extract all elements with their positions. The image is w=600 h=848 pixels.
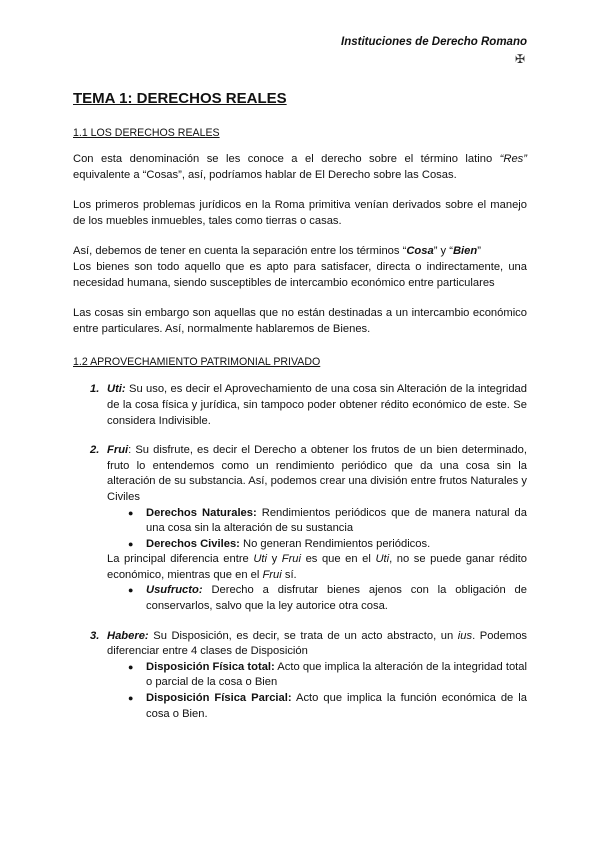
text-span: ” xyxy=(477,245,481,258)
bullet-icon: ● xyxy=(128,507,134,518)
bullet-text: Rendimientos periódicos que de manera natural da una cosa sin la alteración de su sustancia xyxy=(146,506,527,535)
bullet-term: Usufructo: xyxy=(146,584,203,597)
bullet-text: Acto que implica la función económica de la cosa o Bien. xyxy=(146,692,527,720)
term-frui-inline: Frui xyxy=(262,568,282,581)
term-ius: ius xyxy=(457,629,473,642)
term-cosa: Cosa xyxy=(406,245,434,258)
bullet-icon: ● xyxy=(128,661,134,672)
term-frui-inline: Frui xyxy=(281,553,302,566)
section-heading-1-2: 1.2 APROVECHAMIENTO PATRIMONIAL PRIVADO xyxy=(73,356,321,369)
paragraph-separation xyxy=(73,244,527,260)
bullet-term: Disposición Física Parcial: xyxy=(146,692,292,705)
term-uti-inline: Uti xyxy=(375,553,390,566)
text-span: Su uso, es decir el Aprovechamiento de una cosa sin Alteración de la integridad de la cosa física y jurídica, sin tampoco poder obtener rédito económico de este. Se considera Indivisible. xyxy=(107,383,527,427)
text-span: ” y “ xyxy=(433,245,453,258)
difference-paragraph xyxy=(107,552,527,583)
bullet-text: Derecho a disfrutar bienes ajenos con la obligación de conservarlos, salvo que la ley autorice otra cosa. xyxy=(146,584,527,613)
term-uti: Uti: xyxy=(107,383,126,396)
list-item-habere xyxy=(73,629,527,723)
term-res: “Res” xyxy=(499,153,527,165)
paragraph-bienes: Los bienes son todo aquello que es apto para satisfacer, directa o indirectamente, una necesidad humana, siendo susceptibles de intercambio económico entre particulares xyxy=(73,260,527,289)
section-heading-1-1: 1.1 LOS DERECHOS REALES xyxy=(73,127,220,139)
bullet-item xyxy=(107,660,527,691)
list-item-frui xyxy=(73,443,527,615)
bullet-term: Derechos Civiles: xyxy=(146,537,240,550)
frui-bullets xyxy=(107,506,527,553)
term-uti-inline: Uti xyxy=(253,553,268,566)
bullet-icon: ● xyxy=(128,585,134,596)
paragraph-problems: Los primeros problemas jurídicos en la Roma primitiva venían derivados sobre el manejo de los muebles inmuebles, tales como tierras o casas. xyxy=(73,199,527,227)
text-span: y xyxy=(267,553,282,566)
list-number: 1. xyxy=(90,383,100,396)
text-span: Así, debemos de tener en cuenta la separación entre los términos “ xyxy=(73,245,407,258)
bullet-item xyxy=(107,537,527,553)
text-span: sí. xyxy=(281,568,297,581)
bullet-text: Acto que implica la alteración de la integridad total o parcial de la cosa o Bien xyxy=(146,660,527,689)
text-span: equivalente a “Cosas”, así, podríamos hablar de El Derecho sobre las Cosas. xyxy=(73,168,457,181)
text-span: Su Disposición, es decir, se trata de un acto abstracto, un xyxy=(148,629,458,642)
bullet-icon: ● xyxy=(128,538,134,549)
aprovechamiento-list xyxy=(73,382,527,722)
text-span: Con esta denominación se les conoce a el derecho sobre el término latino xyxy=(73,153,500,165)
term-frui: Frui xyxy=(107,444,129,457)
term-bien: Bien xyxy=(452,245,478,258)
paragraph-res xyxy=(73,152,527,183)
running-header: Instituciones de Derecho Romano xyxy=(341,36,527,48)
text-span: , no se puede ganar rédito económico, mientras que en el xyxy=(107,553,527,581)
bullet-icon: ● xyxy=(128,693,134,704)
list-number: 3. xyxy=(90,629,100,642)
list-number: 2. xyxy=(90,444,100,457)
usufructo-bullets xyxy=(107,583,527,614)
paragraph-cosas: Las cosas sin embargo son aquellas que no están destinadas a un intercambio económico entre particulares. Así, normalmente hablaremos de Bienes. xyxy=(73,307,527,335)
bullet-item xyxy=(107,506,527,537)
bullet-item xyxy=(107,691,527,722)
topic-title: TEMA 1: DERECHOS REALES xyxy=(73,90,287,107)
bullet-item xyxy=(107,583,527,614)
term-habere: Habere: xyxy=(107,629,149,642)
document-body xyxy=(73,89,527,736)
cross-icon: ✠ xyxy=(514,52,525,66)
bullet-text: No generan Rendimientos periódicos. xyxy=(239,537,431,550)
list-item-uti xyxy=(73,382,527,429)
text-span: . Podemos diferenciar entre 4 clases de Disposición xyxy=(107,629,528,658)
bullet-term: Derechos Naturales: xyxy=(146,506,257,519)
text-span: : Su disfrute, es decir el Derecho a obtener los frutos de un bien determinado, fruto lo entendemos como un rendimiento periódico que da una cosa sin la alteración de su substancia. Así, podemos crear una división entre frutos Naturales y Civiles xyxy=(107,444,527,503)
text-span: es que en el xyxy=(301,553,376,566)
text-span: La principal diferencia entre xyxy=(107,553,254,566)
habere-bullets xyxy=(107,660,527,722)
bullet-term: Disposición Física total: xyxy=(146,660,275,673)
